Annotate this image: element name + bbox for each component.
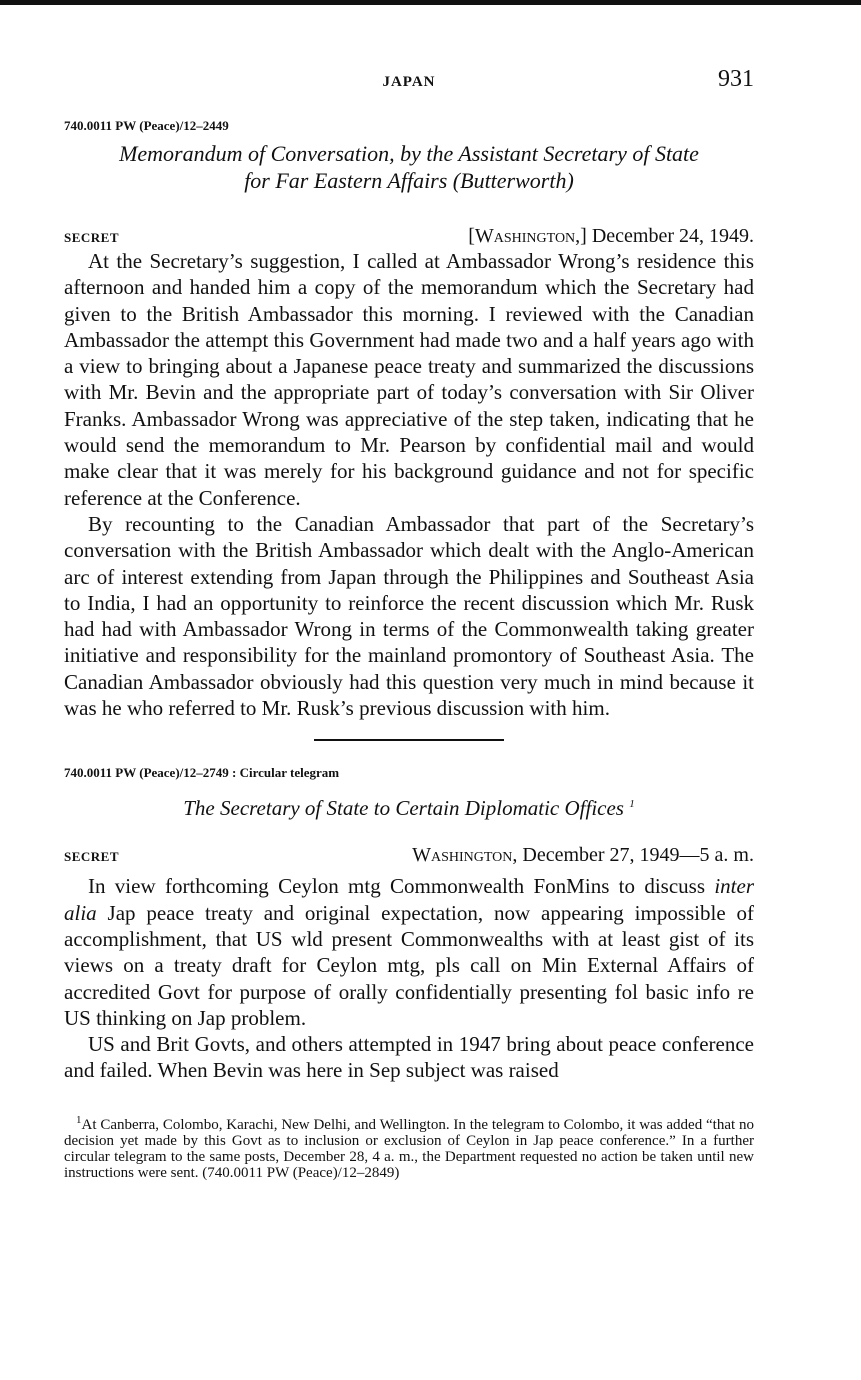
- doc1-title: [64, 140, 754, 194]
- doc1-classification: SECRET: [64, 230, 120, 245]
- footnote-body: At Canberra, Colombo, Karachi, New Delhi, and Wellington. In the telegram to Colombo, it was added “that no decision yet made by this Govt as to inclusion or exclusion of Ceylon in Jap peace conference.” In a further circular telegram to the same posts, December 28, 4 a. m., the Department requested no action be taken until new instructions were sent. (740.0011 PW (Peace)/12–2849): [64, 1116, 754, 1181]
- doc1-title-line1: Memorandum of Conversation, by the Assistant Secretary of State: [119, 141, 699, 166]
- doc1-reference: 740.0011 PW (Peace)/12–2449: [64, 118, 229, 133]
- doc2-footnote-mark: 1: [629, 798, 635, 811]
- footnote-mark: 1: [76, 1113, 82, 1126]
- doc2-place-date: [412, 844, 754, 867]
- doc2-paragraph-1: [64, 873, 754, 1031]
- doc2-reference: 740.0011 PW (Peace)/12–2749 : Circular telegram: [64, 765, 340, 781]
- doc2-title: [64, 791, 754, 821]
- doc2-classification: SECRET: [64, 849, 120, 865]
- document-page: [64, 62, 754, 1181]
- running-title: JAPAN: [382, 74, 436, 90]
- doc2-date: December 27, 1949—5 a. m.: [522, 844, 754, 867]
- doc2-dateline: [64, 837, 754, 867]
- doc1-place: [Washington,]: [468, 225, 587, 247]
- doc2-para1-italic: inter alia: [64, 874, 755, 925]
- doc2-place: Washington,: [412, 844, 518, 867]
- doc1-dateline: [64, 218, 754, 248]
- doc2-para1-after: Jap peace treaty and original expectation, now appearing impossible of accomplishment, that US wld present Commonwealths with at least gist of its views on a treaty draft for Ceylon mtg, pls call on Min External Affairs of accredited Govt for purpose of orally confidentially presenting fol basic info re US thinking on Jap problem.: [64, 900, 755, 1030]
- doc1-place-date: [468, 225, 754, 248]
- doc1-paragraph-1: At the Secretary’s suggestion, I called at Ambassador Wrong’s residence this afternoon and handed him a copy of the memorandum which the Secretary had given to the British Ambassador this morning. I reviewed with the Canadian Ambassador the attempt this Government had made two and a half years ago with a view to bringing about a Japanese peace treaty and summarized the discussions with Mr. Bevin and the appropriate part of today’s conversation with Sir Oliver Franks. Ambassador Wrong was appreciative of the step taken, indicating that he would send the memorandum to Mr. Pearson by confidential mail and would make clear that it was merely for his background guidance and not for specific reference at the Conference.: [64, 249, 754, 510]
- doc1-title-line2: for Far Eastern Affairs (Butterworth): [244, 168, 574, 193]
- doc2-title-text: The Secretary of State to Certain Diplomatic Offices: [183, 796, 624, 821]
- doc1-date: December 24, 1949.: [591, 225, 754, 247]
- footnote-text: [64, 1112, 754, 1181]
- footnote: [64, 1112, 754, 1181]
- page-number: 931: [718, 66, 754, 92]
- doc1-paragraph-2: By recounting to the Canadian Ambassador that part of the Secretary’s conversation with the British Ambassador which dealt with the Anglo-American arc of interest extending from Japan through the Philippines and Southeast Asia to India, I had an opportunity to reinforce the recent discussion which Mr. Rusk had had with Ambassador Wrong in terms of the Commonwealth taking greater initiative and responsibility for the mainland promontory of Southeast Asia. The Canadian Ambassador obviously had this question very much in mind because it was he who referred to Mr. Rusk’s previous discussion with him.: [64, 511, 754, 721]
- running-header: [64, 62, 754, 96]
- doc2-para1-before: In view forthcoming Ceylon mtg Commonwealth FonMins to discuss: [88, 874, 706, 899]
- section-divider: [314, 739, 504, 741]
- doc2-paragraph-2: US and Brit Govts, and others attempted in 1947 bring about peace conference and failed. When Bevin was here in Sep subject was raised: [64, 1032, 754, 1083]
- page-top-edge: [0, 0, 861, 5]
